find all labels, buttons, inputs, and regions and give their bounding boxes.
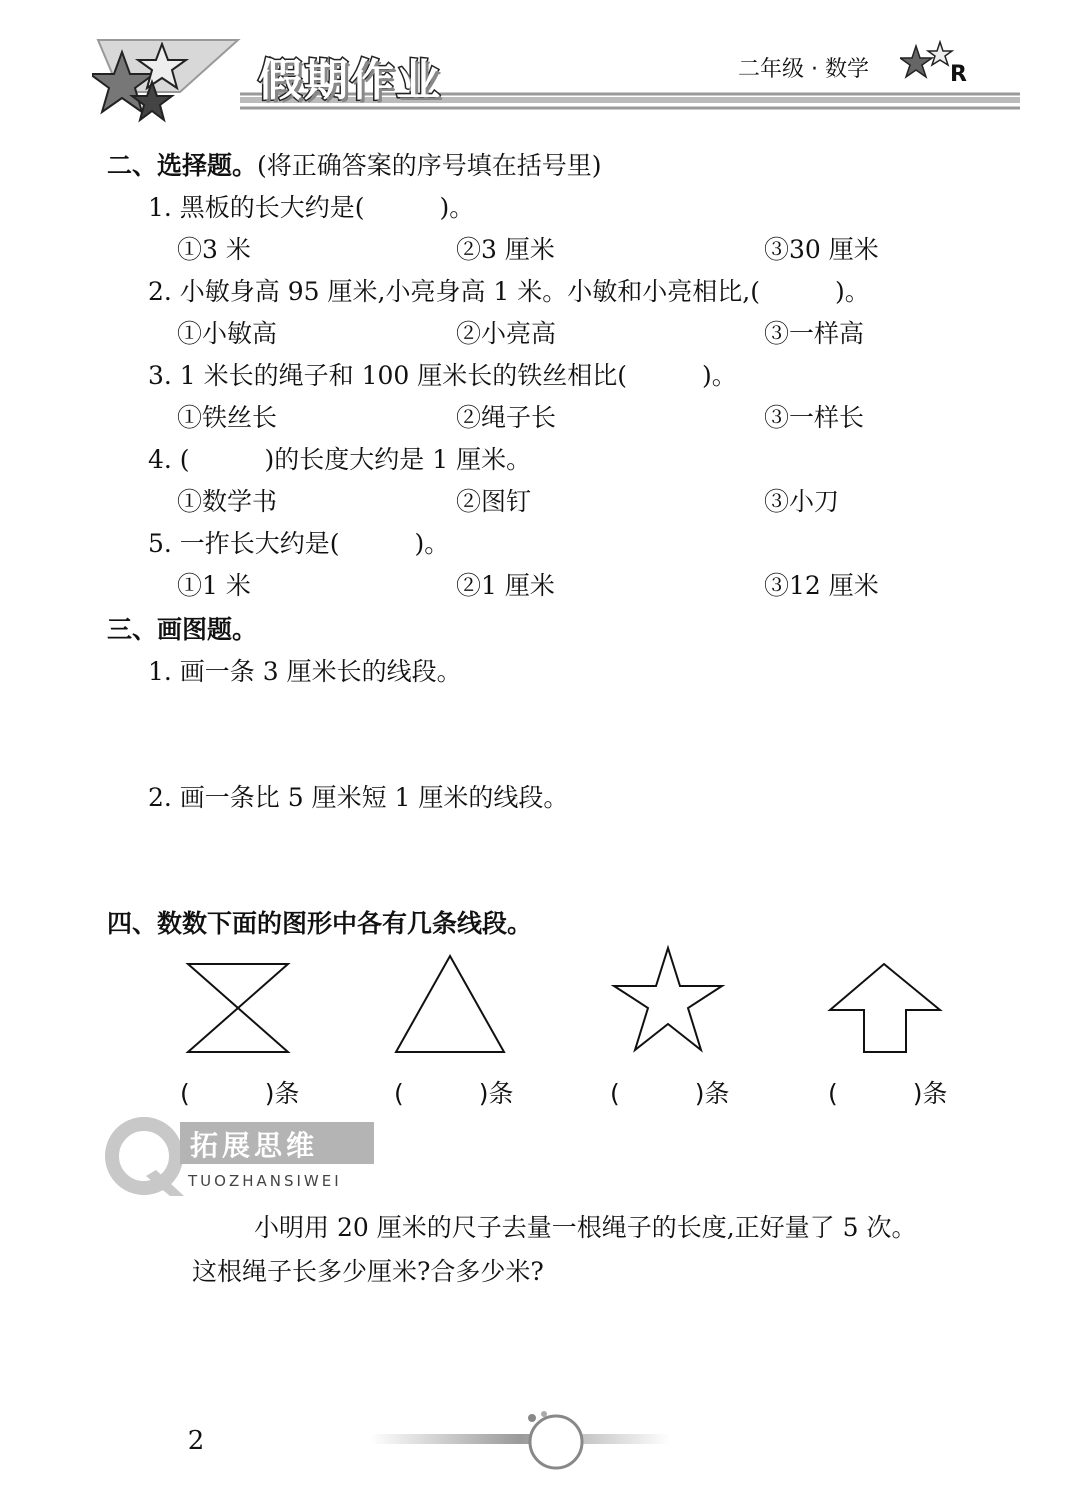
- extension-pinyin: TUOZHANSIWEI: [188, 1172, 342, 1190]
- triangle-figure: [392, 952, 508, 1058]
- section4-title: 四、数数下面的图形中各有几条线段。: [107, 909, 533, 938]
- extension-line-1: 小明用 20 厘米的尺子去量一根绳子的长度,正好量了 5 次。: [254, 1213, 917, 1242]
- question-text: 2. 小敏身高 95 厘米,小亮身高 1 米。小敏和小亮相比,( )。: [148, 277, 870, 306]
- option: ③一样高: [764, 319, 865, 348]
- answer-blank: ( )条: [828, 1079, 948, 1108]
- question-text: 5. 一拃长大约是( )。: [148, 529, 450, 558]
- option: ②3 厘米: [456, 235, 555, 264]
- arrow-figure: [824, 958, 946, 1056]
- option: ③一样长: [764, 403, 865, 432]
- question-text: 1. 黑板的长大约是( )。: [148, 193, 475, 222]
- option: ②绳子长: [456, 403, 557, 432]
- question-text: 3. 1 米长的绳子和 100 厘米长的铁丝相比( )。: [148, 361, 737, 390]
- option: ①1 米: [177, 571, 251, 600]
- footer-decoration: [360, 1408, 680, 1474]
- option: ①3 米: [177, 235, 251, 264]
- option: ③30 厘米: [764, 235, 879, 264]
- option: ③小刀: [764, 487, 840, 516]
- section2-note: (将正确答案的序号填在括号里): [257, 151, 602, 180]
- stars-logo-icon: [92, 42, 202, 134]
- option: ①数学书: [177, 487, 278, 516]
- answer-blank: ( )条: [610, 1079, 730, 1108]
- section2-heading: [107, 146, 602, 182]
- extension-title: 拓展思维: [190, 1129, 319, 1162]
- star-figure: [608, 944, 728, 1056]
- option: ①铁丝长: [177, 403, 278, 432]
- extension-q-icon: [100, 1114, 190, 1200]
- small-stars-icon: [900, 40, 956, 86]
- edition-mark: R: [950, 62, 967, 87]
- question-text: 1. 画一条 3 厘米长的线段。: [148, 657, 462, 686]
- page-number: 2: [187, 1426, 205, 1456]
- hourglass-figure: [180, 958, 296, 1058]
- header-title: 假期作业: [258, 55, 442, 106]
- section2-title: 二、选择题。: [107, 151, 258, 180]
- answer-blank: ( )条: [180, 1079, 300, 1108]
- option: ②1 厘米: [456, 571, 555, 600]
- extension-line-2: 这根绳子长多少厘米?合多少米?: [192, 1257, 544, 1286]
- question-text: 4. ( )的长度大约是 1 厘米。: [148, 445, 532, 474]
- question-text: 2. 画一条比 5 厘米短 1 厘米的线段。: [148, 783, 569, 812]
- option: ②小亮高: [456, 319, 557, 348]
- grade-subject-label: 二年级 · 数学: [738, 57, 869, 82]
- option: ③12 厘米: [764, 571, 879, 600]
- option: ②图钉: [456, 487, 532, 516]
- answer-blank: ( )条: [394, 1079, 514, 1108]
- section3-title: 三、画图题。: [107, 615, 258, 644]
- option: ①小敏高: [177, 319, 278, 348]
